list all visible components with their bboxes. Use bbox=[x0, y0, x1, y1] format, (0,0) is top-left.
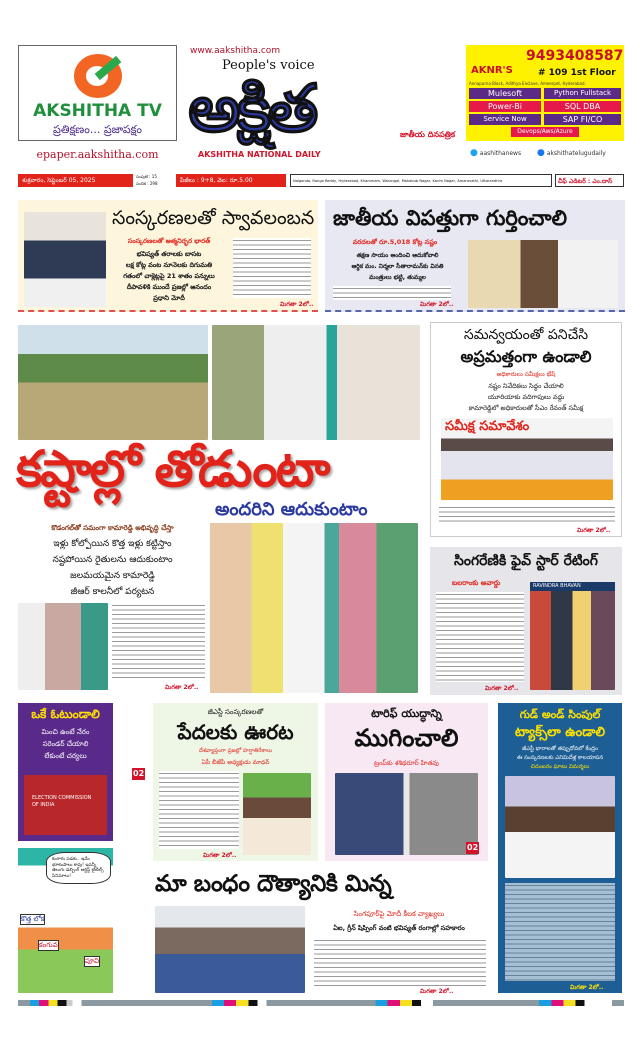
issue: సంచిక : 298 bbox=[136, 181, 158, 186]
facebook-handle: akshithatelugudaily bbox=[546, 150, 606, 157]
story-headline: జాతీయ విపత్తుగా గుర్తించాలి bbox=[333, 206, 567, 230]
story-points bbox=[330, 250, 465, 283]
chidambaram-photo bbox=[505, 776, 615, 878]
point: మంత్రులు భట్టి, తుమ్మల bbox=[369, 274, 426, 281]
point: లేకుంటే చర్యలు bbox=[44, 752, 87, 760]
story-body bbox=[314, 938, 486, 986]
twitter-handle: aashithanews bbox=[479, 150, 522, 157]
colony-photo bbox=[18, 603, 108, 690]
trump-tharoor-photo bbox=[335, 773, 478, 855]
facebook-icon: ● bbox=[537, 148, 545, 158]
cartoon-sign: కొత్త లోక bbox=[21, 915, 45, 923]
lead-headline: కష్టాల్లో తోడుంటా bbox=[16, 440, 329, 498]
flood-photo bbox=[18, 325, 208, 440]
continued-link[interactable]: మిగతా 2లో.. bbox=[577, 527, 611, 534]
continued-link[interactable]: మిగతా 2లో.. bbox=[165, 684, 199, 691]
epaper-link[interactable]: epaper.aakshitha.com bbox=[36, 148, 159, 161]
chief-editor: చీఫ్ ఎడిటర్ : ఎం.దాస్ bbox=[555, 174, 624, 187]
story-gst-relief bbox=[153, 703, 318, 861]
story-body bbox=[505, 883, 615, 981]
story-kicker: వరదలతో రూ.5,018 కోట్ల నష్టం bbox=[352, 238, 438, 246]
story-body bbox=[436, 592, 524, 682]
peoples-voice: People's voice bbox=[222, 58, 315, 73]
story-kicker: సింగపూర్‌పై మోదీ కీలక వ్యాఖ్యలు bbox=[353, 910, 445, 918]
photo-banner: RAVINDRA BHAVAN bbox=[530, 582, 615, 591]
ad-course: Devops/Aws/Azure bbox=[511, 127, 579, 137]
award-photo bbox=[530, 582, 615, 690]
cartoon-sign: పూవి bbox=[85, 957, 99, 965]
point: యూరియాకు వదిగాపులు వద్దు bbox=[487, 393, 565, 401]
ad-course: Python Fullstack bbox=[544, 88, 621, 99]
story-headline: సింగరేణికి ఫైవ్ స్టార్ రేటింగ్ bbox=[454, 553, 598, 569]
point: జీఆర్ కాలనీలో పర్యటన bbox=[70, 587, 155, 597]
continued-link[interactable]: మిగతా 2లో.. bbox=[485, 685, 519, 692]
continued-link[interactable]: మిగతా 2లో.. bbox=[280, 301, 314, 308]
point: ఈ సంస్కరణలకు ఎనిమిదేళ్ల కాలయాపన bbox=[516, 755, 604, 761]
story-points bbox=[498, 745, 622, 772]
ad-brand: AKNR'S bbox=[471, 65, 513, 76]
story-headline-singapore: మా బంధం దౌత్యానికి మిన్న bbox=[155, 871, 392, 897]
point: భవిష్యత్ తరాలకు బాసట bbox=[136, 250, 202, 258]
story-body bbox=[439, 505, 615, 525]
continued-link[interactable]: మిగతా 2లో.. bbox=[420, 988, 454, 995]
ad-phone[interactable]: 9493408587 bbox=[526, 48, 624, 64]
story-headline: ముగించాలి bbox=[354, 724, 459, 752]
editions: Nalgonda, Ranga Reddy, Hyderabad, Khammam, Warangal, Mahabub Nagar, Karim Nagar, Amaravathi, Uttarandhra bbox=[290, 174, 552, 187]
volume: సంపుటి : 15 bbox=[136, 174, 157, 179]
point: ఆర్థిక మం. నిర్మలా సీతారామన్‌కు వినతి bbox=[351, 263, 444, 270]
lead-points bbox=[20, 536, 205, 600]
point: తక్షణ సాయం అందించి ఆదుకోవాలి bbox=[356, 252, 439, 259]
cartoon-speech-bubble: కంగారు పడకు.. ఇవేం భూకంపాలు కావు! ఇవన్నీ తెలుగు డబ్బింగ్ ఆర్టిస్ట్ టైటిల్స్ సినిమాలు! bbox=[46, 852, 111, 884]
point: ప్రధాని మోదీ bbox=[153, 294, 185, 302]
story-kicker: అధికారులు సమీక్షలు భేష్ bbox=[496, 371, 556, 378]
page-ref[interactable]: 02 bbox=[467, 843, 479, 852]
page-ref[interactable]: 02 bbox=[133, 769, 145, 778]
review-banner: సమీక్ష సమావేశం bbox=[445, 419, 530, 434]
story-headline-1: సమన్వయంతో పనిచేసి bbox=[463, 327, 589, 343]
story-headline: పేదలకు ఊరట bbox=[177, 720, 294, 744]
story-headline: సంస్కరణలతో స్వావలంబన bbox=[112, 207, 315, 229]
modi-photo bbox=[24, 212, 106, 307]
point: నష్టపోయిన రైతులను ఆదుకుంటాం bbox=[52, 555, 173, 565]
story-body bbox=[233, 238, 311, 298]
story-reforms bbox=[18, 200, 318, 312]
story-points bbox=[110, 249, 228, 304]
ad-course: Service Now bbox=[469, 114, 541, 125]
cm-visit-photo bbox=[212, 325, 420, 440]
ad-box bbox=[466, 45, 624, 141]
story-kicker: బలరాంకు అవార్డు bbox=[452, 579, 501, 587]
point: నష్టం నివేదికలు సిద్ధం చేయాలి bbox=[488, 382, 564, 390]
election-commission-photo: ELECTION COMMISSION OF INDIA bbox=[24, 775, 107, 835]
story-body bbox=[333, 286, 451, 300]
story-kicker: ట్రంప్‌కు శశిథరూర్ హితవు bbox=[374, 759, 439, 767]
tv-tagline: ప్రతిక్షణం... ప్రజాపక్షం bbox=[53, 123, 142, 136]
continued-link[interactable]: మిగతా 2లో.. bbox=[203, 852, 237, 859]
cartoon bbox=[18, 848, 113, 993]
point: జలమయమైన కామారెడ్డి bbox=[70, 571, 155, 581]
story-one-vote bbox=[18, 703, 113, 841]
print-color-bar bbox=[18, 1000, 624, 1006]
story-headline-2: అప్రమత్తంగా ఉండాలి bbox=[460, 347, 592, 366]
point: సరెండర్ చేయాలి bbox=[42, 740, 89, 748]
story-kicker-2: ఏపీ బీజేపీ అధ్యక్షుడు మాధవ్ bbox=[201, 759, 270, 766]
story-pre: జీఎస్టీ సంస్కరణలతో bbox=[207, 708, 264, 716]
point: చిదంబరం ఘాటు విమర్శలు bbox=[530, 764, 590, 770]
story-headline-1: గుడ్ అండ్ సింపుల్ bbox=[519, 708, 601, 721]
story-singareni bbox=[430, 547, 622, 695]
point: జీఎస్టీ భారాలతో తప్పుదోవలో కేంద్రం bbox=[522, 746, 598, 752]
ad-address1: # 109 1st Floor bbox=[538, 68, 616, 78]
ad-course: Mulesoft bbox=[469, 88, 541, 99]
continued-link[interactable]: మిగతా 2లో.. bbox=[570, 984, 604, 991]
story-review bbox=[430, 322, 622, 537]
point: మించి ఉంటే నేరం bbox=[41, 728, 90, 736]
facebook-link[interactable] bbox=[537, 148, 606, 159]
twitter-icon: ● bbox=[470, 148, 478, 158]
tv-logo-box bbox=[18, 45, 177, 141]
tv-logo-icon bbox=[74, 54, 122, 98]
story-headline-2: ట్యాక్స్‌లా ఉండాలి bbox=[514, 725, 606, 740]
point: లక్ష కోట్ల వంట నూనెలకు దిగుమతి bbox=[125, 261, 213, 269]
twitter-link[interactable] bbox=[470, 148, 521, 159]
story-pre: టారిఫ్ యుద్ధాన్ని bbox=[371, 707, 442, 720]
story-good-simple-tax bbox=[498, 703, 622, 993]
newspaper-title: అక్షిత bbox=[188, 70, 315, 147]
story-points bbox=[18, 726, 113, 762]
meeting-photo bbox=[468, 240, 618, 308]
cartoon-sign: కంగువ bbox=[39, 941, 58, 949]
lead-kicker: కొడంగల్‌తో సమంగా కామారెడ్డి అభివృద్ధి చేస్తా bbox=[51, 524, 174, 532]
point: దీపావళికి ముందే ప్రజల్లో ఆనందం bbox=[126, 283, 212, 291]
story-tariff bbox=[325, 703, 488, 861]
date: శుక్రవారం, సెప్టెంబర్ 05, 2025 bbox=[18, 174, 133, 187]
lead-body bbox=[112, 603, 205, 681]
review-photo bbox=[441, 418, 613, 500]
story-kicker-1: దేశవ్యాప్తంగా ప్రజల్లో హర్షాతిరేకాలు bbox=[198, 748, 272, 754]
point: ఇళ్లు కోల్పోయిన కొత్త ఇళ్లు కట్టిస్తాం bbox=[53, 539, 172, 549]
date-bar bbox=[18, 174, 624, 187]
story-headline: ఒకే ఓటుండాలి bbox=[31, 707, 100, 721]
ad-course: Power-Bi bbox=[469, 101, 541, 112]
lead-subhead: అందరిని ఆదుకుంటాం bbox=[215, 499, 368, 520]
cm-people-photo bbox=[210, 523, 418, 693]
story-body bbox=[159, 771, 239, 849]
story-disaster bbox=[325, 200, 625, 312]
point: గతంలో చాక్లెట్లపై 21 శాతం పన్నులు bbox=[123, 272, 215, 280]
ad-course: SQL DBA bbox=[544, 101, 621, 112]
ad-course: SAP FI/CO bbox=[544, 114, 621, 125]
modi-singapore-photo bbox=[155, 906, 305, 993]
story-sub: ఏఐ, గ్రీన్ షిప్పింగ్ వంటి భవిష్యత్ రంగాల్లో సహకారం bbox=[333, 924, 465, 932]
tv-name: AKSHITHA TV bbox=[33, 101, 162, 121]
pages-price: పేజీలు : 9+8, వెల: రూ.5.00 bbox=[176, 174, 286, 187]
national-daily: AKSHITHA NATIONAL DAILY bbox=[198, 150, 321, 159]
continued-link[interactable]: మిగతా 2లో.. bbox=[420, 301, 454, 308]
ad-address2: Annapurna Block, Adithya Enclave, Ameerpet, Hyderabad. bbox=[469, 81, 586, 86]
madhav-photo bbox=[243, 773, 311, 855]
subtitle: జాతీయ దినపత్రిక bbox=[400, 130, 456, 139]
point: కామారెడ్డిలో అధికారులతో సీఎం రేవంత్ సమీక్ష bbox=[468, 404, 584, 412]
story-kicker: సంస్కరణలతో ఆత్మనిర్భర భారత్ bbox=[127, 237, 211, 245]
website-link[interactable]: www.aakshitha.com bbox=[190, 46, 281, 56]
story-points bbox=[431, 381, 621, 414]
